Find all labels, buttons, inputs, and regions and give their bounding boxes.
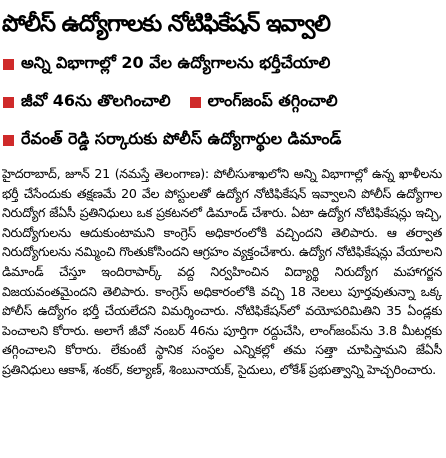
subheading-demand-text: రేవంత్ రెడ్డి సర్కారుకు పోలీస్ ఉద్యోగార్థుల డిమాండ్ <box>21 128 342 148</box>
subheading-longjump-text: లాంగ్‌జంప్ తగ్గించాలి <box>207 90 338 110</box>
subheading-go46-text: జీవో 46ను తొలగించాలి <box>21 90 171 110</box>
subheading-go-longjump <box>2 86 444 118</box>
bullet-square-icon <box>3 97 14 108</box>
bullet-square-icon <box>3 59 14 70</box>
article-body <box>2 164 442 456</box>
subheading-demand <box>2 124 444 156</box>
headline: పోలీస్ ఉద్యోగాలకు నోటిఫికేషన్ ఇవ్వాలి <box>2 11 330 37</box>
bullet-square-icon <box>190 97 201 108</box>
article-paragraph: హైదరాబాద్, జూన్ 21 (నమస్తే తెలంగాణ): పోలీసుశాఖలోని అన్ని విభాగాల్లో ఉన్న ఖాళీలను భర్తీ చేసేందుకు తక్షణమే 20 వేల పోస్టులతో ఉద్యోగ నోటిఫికేషన్ ఇవ్వాలని పోలీస్ ఉద్యోగాల నిరుద్యోగ జేఏసీ ప్రతినిధులు ఒక ప్రకటనలో డిమాండ్ చేశారు. ఏటా ఉద్యోగ నోటిఫికేషన్లు ఇచ్చి, నిరుద్యోగులను ఆదుకుంటామని కాంగ్రెస్ అధికారంలోకి వచ్చిందని తెలిపారు. ఆ తర్వాత నిరుద్యోగులను నమ్మించి గొంతుకోసిందని ఆగ్రహం వ్యక్తంచేశారు. ఉద్యోగ నోటిఫికేషన్లు వేయాలని డిమాండ్ చేస్తూ ఇందిరాపార్క్ వద్ద నిర్వహించిన విద్యార్థి నిరుద్యోగ మహాగర్జన విజయవంతమైందని తెలిపారు. కాంగ్రెస్ అధికారంలోకి వచ్చి 18 నెలలు పూర్తవుతున్నా ఒక్క పోలీస్ ఉద్యోగం భర్తీ చేయలేదని విమర్శించారు. నోటిఫికేషన్‌లో వయోపరిమితిని 35 ఏండ్లకు పెంచాలని కోరారు. అలాగే జీవో నంబర్ 46ను పూర్తిగా రద్దుచేసి, లాంగ్‌జంప్‌ను 3.8 మీటర్లకు తగ్గించాలని కోరారు. లేకుంటే స్థానిక సంస్థల ఎన్నికల్లో తమ సత్తా చూపిస్తామని జేఏసీ ప్రతినిధులు ఆకాశ్, శంకర్, కల్యాణ్, శింబునాయక్, సైదులు, లోకేశ్ ప్రభుత్వాన్ని హెచ్చరించారు. <box>2 166 442 377</box>
subheading-jobs <box>2 48 444 80</box>
subheading-jobs-text: అన్ని విభాగాల్లో 20 వేల ఉద్యోగాలను భర్తీచేయాలి <box>21 52 331 72</box>
bullet-square-icon <box>3 135 14 146</box>
